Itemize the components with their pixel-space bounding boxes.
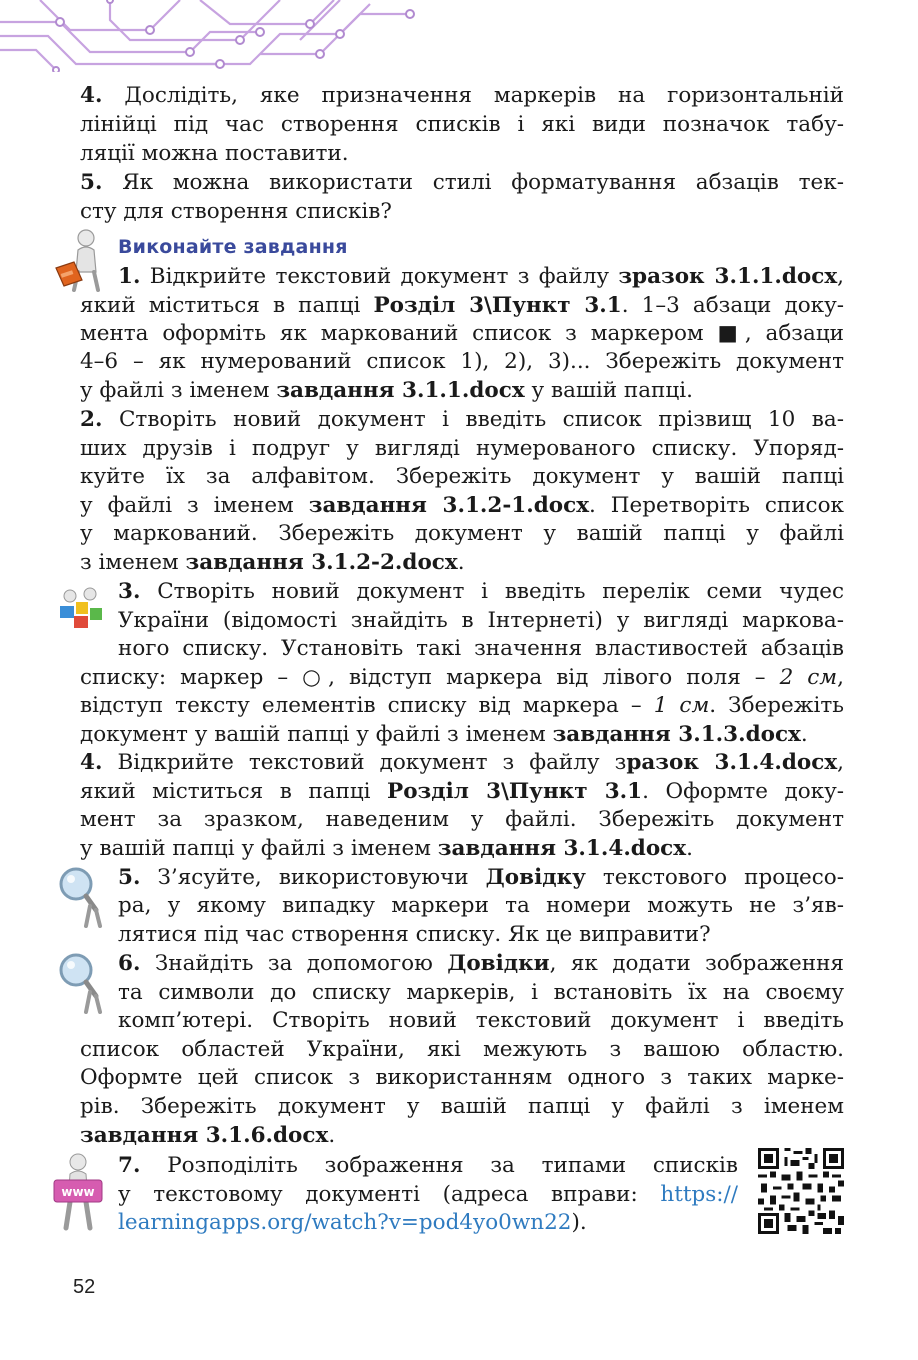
group-work-icon: [54, 582, 106, 634]
question-4-line-3: ляції можна поставити.: [80, 141, 349, 166]
exercise-link-part-1[interactable]: https://: [660, 1182, 738, 1207]
task-1-line-1: 1. Відкрийте текстовий документ з файлу зразок 3.1.1.docx,: [118, 264, 844, 289]
question-5-line-1: 5. Як можна використати стилі форматування абзаців тек-: [80, 170, 844, 195]
page-number: 52: [73, 1276, 96, 1298]
task-3-line-4: списку: маркер – ○, відступ маркера від лівого поля – 2 см,: [80, 665, 844, 690]
figure-with-toolbox-icon: [52, 228, 114, 292]
question-5-line-2: сту для створення списків?: [80, 199, 392, 224]
task-4-line-3: мент за зразком, наведеним у файлі. Збережіть документ: [80, 807, 844, 832]
task-7-line-2: у текстовому документі (адреса вправи: https://: [118, 1182, 738, 1207]
task-6-line-3: комп’ютері. Створіть новий текстовий документ і введіть: [118, 1008, 844, 1033]
task-2-line-1: 2. Створіть новий документ і введіть список прізвищ 10 ва-: [80, 407, 844, 432]
task-1-line-5: у файлі з іменем завдання 3.1.1.docx у вашій папці.: [80, 378, 693, 403]
task-6-line-4: список областей України, які межують з вашою областю.: [80, 1037, 844, 1062]
task-4-line-4: у вашій папці у файлі з іменем завдання 3.1.4.docx.: [80, 836, 693, 861]
task-3-line-6: документ у вашій папці у файлі з іменем завдання 3.1.3.docx.: [80, 722, 808, 747]
task-1-line-4: 4–6 – як нумерований список 1), 2), 3)... Збережіть документ: [80, 349, 844, 374]
task-4-line-2: який міститься в папці Розділ 3\Пункт 3.1. Оформте доку-: [80, 779, 844, 804]
task-5-line-2: ра, у якому випадку маркери та номери можуть не з’яв-: [118, 893, 844, 918]
task-3-line-2: України (відомості знайдіть в Інтернеті) у вигляді маркова-: [118, 608, 844, 633]
task-3-line-5: відступ тексту елементів списку від маркера – 1 см. Збережіть: [80, 693, 844, 718]
task-6-line-7: завдання 3.1.6.docx.: [80, 1123, 336, 1148]
task-2-line-5: у маркований. Збережіть документ у вашій папці у файлі: [80, 521, 844, 546]
task-1-line-2: який міститься в папці Розділ 3\Пункт 3.1. 1–3 абзаци доку-: [80, 293, 844, 318]
exercise-link-part-2[interactable]: learningapps.org/watch?v=pod4yo0wn22: [118, 1210, 572, 1235]
task-3-line-1: 3. Створіть новий документ і введіть перелік семи чудес: [118, 579, 844, 604]
task-6-line-6: рів. Збережіть документ у вашій папці у файлі з іменем: [80, 1094, 844, 1119]
task-3-line-3: ного списку. Установіть такі значення властивостей абзаців: [118, 636, 844, 661]
task-6-line-2: та символи до списку маркерів, і встановіть їх на своєму: [118, 980, 844, 1005]
magnifier-figure-icon: [56, 952, 104, 1014]
task-2-line-6: з іменем завдання 3.1.2-2.docx.: [80, 550, 465, 575]
magnifier-figure-icon: [56, 866, 104, 928]
task-6-line-5: Оформте цей список з використанням одного з таких марке-: [80, 1065, 844, 1090]
task-6-line-1: 6. Знайдіть за допомогою Довідки, як додати зображення: [118, 951, 844, 976]
task-1-line-3: мента оформіть як маркований список з маркером ■, абзаци: [80, 321, 844, 346]
qr-code-icon: [758, 1148, 844, 1234]
task-2-line-2: ших друзів і подруг у вигляді нумерованого списку. Упоряд-: [80, 436, 844, 461]
task-section-heading: Виконайте завдання: [118, 236, 348, 258]
task-5-line-3: лятися під час створення списку. Як це виправити?: [118, 922, 711, 947]
svg-text:www: www: [61, 1185, 95, 1199]
task-4-line-1: 4. Відкрийте текстовий документ з файлу зразок 3.1.4.docx,: [80, 750, 844, 775]
question-4-line-2: лінійці під час створення списків і які види позначок табу-: [80, 112, 844, 137]
circuit-decoration: [0, 0, 420, 72]
task-2-line-4: у файлі з іменем завдання 3.1.2-1.docx. Перетворіть список: [80, 493, 844, 518]
task-7-line-1: 7. Розподіліть зображення за типами списків: [118, 1153, 738, 1178]
task-5-line-1: 5. З’ясуйте, використовуючи Довідку текстового процесо-: [118, 865, 844, 890]
task-7-line-3: learningapps.org/watch?v=pod4yo0wn22).: [118, 1210, 587, 1235]
question-4-line-1: 4. Дослідіть, яке призначення маркерів на горизонтальній: [80, 83, 845, 108]
task-2-line-3: куйте їх за алфавітом. Збережіть документ у вашій папці: [80, 464, 844, 489]
www-sign-figure-icon: [52, 1152, 108, 1232]
